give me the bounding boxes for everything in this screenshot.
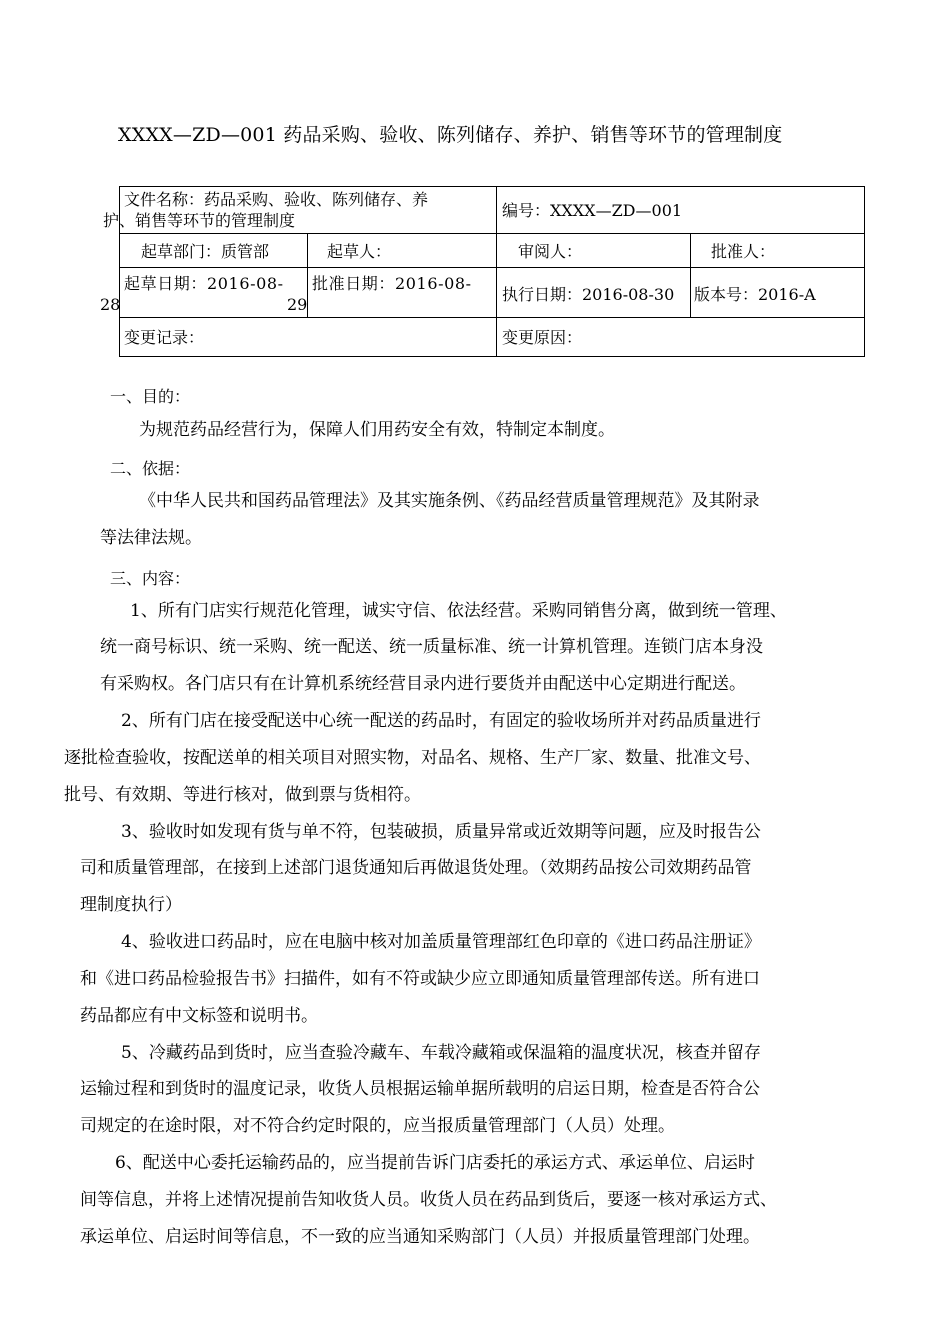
exec-date: 执行日期：2016-08-30 <box>502 285 675 304</box>
doc-code: 编号：XXXX—ZD—001 <box>502 201 683 220</box>
reviewer: 审阅人： <box>518 242 583 261</box>
approve-date: 批准日期：2016-08- <box>312 274 472 293</box>
document-title: XXXX—ZD—001 药品采购、验收、陈列储存、养护、销售等环节的管理制度 <box>118 124 783 146</box>
doc-name-line1: 文件名称：药品采购、验收、陈列储存、养 <box>124 190 429 209</box>
table-col-divider-main <box>496 186 497 357</box>
purpose-heading: 一、目的： <box>110 387 191 406</box>
item1-line3: 有采购权。各门店只有在计算机系统经营目录内进行要货并由配送中心定期进行配送。 <box>100 674 746 694</box>
item3-line1: 3、验收时如发现有货与单不符，包装破损，质量异常或近效期等问题，应及时报告公 <box>121 822 761 842</box>
draft-date: 起草日期：2016-08- <box>124 274 284 293</box>
item2-line3: 批号、有效期、等进行核对，做到票与货相符。 <box>64 785 421 805</box>
basis-heading: 二、依据： <box>110 459 191 478</box>
item6-line1: 6、配送中心委托运输药品的，应当提前告诉门店委托的承运方式、承运单位、启运时 <box>115 1153 755 1173</box>
table-col-divider-b <box>690 233 691 317</box>
table-border-right <box>864 186 865 357</box>
item5-line3: 司规定的在途时限，对不符合约定时限的，应当报质量管理部门（人员）处理。 <box>80 1116 675 1136</box>
drafter: 起草人： <box>327 242 392 261</box>
item1-line2: 统一商号标识、统一采购、统一配送、统一质量标准、统一计算机管理。连锁门店本身没 <box>100 637 763 657</box>
table-row-divider-2 <box>119 267 865 268</box>
item3-line2: 司和质量管理部，在接到上述部门退货通知后再做退货处理。（效期药品按公司效期药品管 <box>80 858 752 878</box>
item4-line3: 药品都应有中文标签和说明书。 <box>80 1006 318 1026</box>
item6-line2: 间等信息，并将上述情况提前告知收货人员。收货人员在药品到货后，要逐一核对承运方式、 <box>80 1190 777 1210</box>
table-row-divider-3 <box>119 317 865 318</box>
basis-text-line1: 《中华人民共和国药品管理法》及其实施条例、《药品经营质量管理规范》及其附录 <box>139 491 760 511</box>
purpose-text: 为规范药品经营行为，保障人们用药安全有效，特制定本制度。 <box>139 420 615 440</box>
item6-line3: 承运单位、启运时间等信息，不一致的应当通知采购部门（人员）并报质量管理部门处理。 <box>80 1227 760 1247</box>
item4-line1: 4、验收进口药品时，应在电脑中核对加盖质量管理部红色印章的《进口药品注册证》 <box>121 932 761 952</box>
item4-line2: 和《进口药品检验报告书》扫描件，如有不符或缺少应立即通知质量管理部传送。所有进口 <box>80 969 760 989</box>
item3-line3: 理制度执行） <box>80 895 182 915</box>
approve-date-tail: 29 <box>287 295 308 314</box>
doc-name-line2: 护、销售等环节的管理制度 <box>103 211 296 230</box>
approver: 批准人： <box>711 242 776 261</box>
item1-line1: 1、所有门店实行规范化管理，诚实守信、依法经营。采购同销售分离，做到统一管理、 <box>130 601 787 621</box>
item5-line1: 5、冷藏药品到货时，应当查验冷藏车、车载冷藏箱或保温箱的温度状况，核查并留存 <box>121 1043 761 1063</box>
draft-date-tail: 28 <box>100 295 121 314</box>
document-info-table <box>100 186 865 357</box>
table-border-bottom <box>119 356 865 357</box>
item2-line2: 逐批检查验收，按配送单的相关项目对照实物，对品名、规格、生产厂家、数量、批准文号、 <box>64 748 761 768</box>
table-border-top <box>119 186 865 187</box>
content-heading: 三、内容： <box>110 569 191 588</box>
version: 版本号：2016-A <box>694 285 816 304</box>
item5-line2: 运输过程和到货时的温度记录，收货人员根据运输单据所载明的启运日期，检查是否符合公 <box>80 1079 760 1099</box>
draft-dept: 起草部门：质管部 <box>141 242 270 261</box>
item2-line1: 2、所有门店在接受配送中心统一配送的药品时，有固定的验收场所并对药品质量进行 <box>121 711 761 731</box>
table-row-divider-1 <box>119 233 865 234</box>
change-record: 变更记录： <box>124 328 205 347</box>
change-reason: 变更原因： <box>502 328 583 347</box>
basis-text-line2: 等法律法规。 <box>100 528 202 548</box>
